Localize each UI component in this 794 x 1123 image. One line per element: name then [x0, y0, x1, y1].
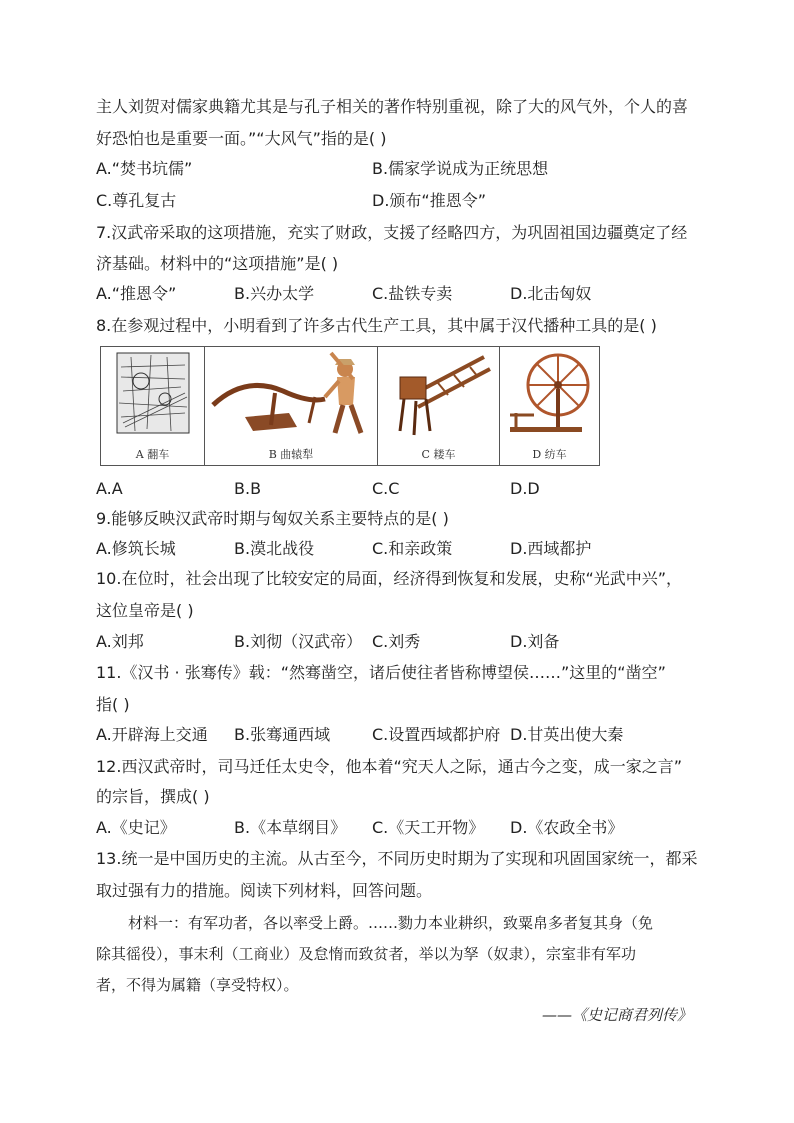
- q12-option-d[interactable]: D.《农政全书》: [510, 818, 624, 837]
- q7-option-b[interactable]: B.兴办太学: [234, 284, 315, 303]
- q11-stem-line-2: 指( ): [96, 695, 130, 714]
- spinning-wheel-icon: [500, 347, 599, 447]
- q10-stem-line-2: 这位皇帝是( ): [96, 601, 194, 620]
- q11-option-c[interactable]: C.设置西域都护府: [372, 725, 501, 744]
- q6-option-d[interactable]: D.颁布“推恩令”: [372, 191, 486, 210]
- curved-shaft-plow-icon: [205, 347, 378, 447]
- q11-options: [96, 724, 706, 746]
- q6-stem-line-2: 好恐怕也是重要一面。”“大风气”指的是( ): [96, 129, 387, 148]
- q9-option-b[interactable]: B.漠北战役: [234, 539, 315, 558]
- q6-option-a[interactable]: A.“焚书坑儒”: [96, 159, 193, 178]
- q11-option-b[interactable]: B.张骞通西域: [234, 725, 331, 744]
- q7-option-a[interactable]: A.“推恩令”: [96, 284, 177, 303]
- material1-line-3: 者，不得为属籍（享受特权）。: [96, 976, 299, 994]
- material1-line-1: 材料一：有军功者，各以率受上爵。……勠力本业耕织，致粟帛多者复其身（免: [128, 914, 654, 932]
- image-cell-a: [101, 347, 205, 465]
- q13-stem-line-2: 取过强有力的措施。阅读下列材料，回答问题。: [96, 881, 433, 900]
- q10-stem-line-1: 10.在位时，社会出现了比较安定的局面，经济得到恢复和发展，史称“光武中兴”，: [96, 569, 683, 588]
- q11-option-d[interactable]: D.甘英出使大秦: [510, 725, 624, 744]
- q7-option-c[interactable]: C.盐铁专卖: [372, 284, 453, 303]
- image-cell-b: [205, 347, 378, 465]
- square-pallet-chain-pump-icon: [101, 347, 205, 447]
- seed-drill-icon: [378, 347, 500, 447]
- q8-option-d[interactable]: D.D: [510, 479, 540, 498]
- q9-options: [96, 538, 706, 560]
- caption-a: A 翻车: [135, 448, 170, 461]
- q8-option-b[interactable]: B.B: [234, 479, 262, 498]
- q7-option-d[interactable]: D.北击匈奴: [510, 284, 592, 303]
- q10-option-a[interactable]: A.刘邦: [96, 632, 144, 651]
- q10-option-d[interactable]: D.刘备: [510, 632, 560, 651]
- q6-options-row-2: [96, 190, 706, 212]
- q6-stem-line-1: 主人刘贺对儒家典籍尤其是与孔子相关的著作特别重视，除了大的风气外，个人的喜: [96, 97, 689, 116]
- q7-options: [96, 283, 706, 305]
- q8-options: [96, 478, 706, 500]
- caption-d: D 纺车: [532, 448, 567, 461]
- q6-option-c[interactable]: C.尊孔复古: [96, 191, 177, 210]
- q12-options: [96, 817, 706, 839]
- q6-options-row-1: [96, 158, 706, 180]
- q10-options: [96, 631, 706, 653]
- material1-line-2: 除其徭役），事末利（工商业）及怠惰而致贫者，举以为孥（奴隶），宗室非有军功: [96, 945, 637, 963]
- caption-c: C 耧车: [421, 448, 456, 461]
- material1-source: ——《史记商君列传》: [541, 1006, 692, 1024]
- image-cell-c: [378, 347, 500, 465]
- q8-stem: 8.在参观过程中，小明看到了许多古代生产工具，其中属于汉代播种工具的是( ): [96, 316, 657, 335]
- q12-option-c[interactable]: C.《天工开物》: [372, 818, 485, 837]
- q7-stem-line-1: 7.汉武帝采取的这项措施，充实了财政，支援了经略四方，为巩固祖国边疆奠定了经: [96, 223, 688, 242]
- q9-option-c[interactable]: C.和亲政策: [372, 539, 453, 558]
- q6-option-b[interactable]: B.儒家学说成为正统思想: [372, 159, 549, 178]
- q9-option-d[interactable]: D.西域都护: [510, 539, 592, 558]
- q7-stem-line-2: 济基础。材料中的“这项措施”是( ): [96, 254, 339, 273]
- q10-option-b[interactable]: B.刘彻（汉武帝）: [234, 632, 363, 651]
- q8-option-c[interactable]: C.C: [372, 479, 400, 498]
- q10-option-c[interactable]: C.刘秀: [372, 632, 421, 651]
- q13-stem-line-1: 13.统一是中国历史的主流。从古至今，不同历史时期为了实现和巩固国家统一，都采: [96, 849, 698, 868]
- q9-stem: 9.能够反映汉武帝时期与匈奴关系主要特点的是( ): [96, 509, 449, 528]
- q9-option-a[interactable]: A.修筑长城: [96, 539, 176, 558]
- q12-stem-line-2: 的宗旨，撰成( ): [96, 787, 210, 806]
- q12-option-a[interactable]: A.《史记》: [96, 818, 176, 837]
- q11-stem-line-1: 11.《汉书 · 张骞传》载：“然骞凿空，诸后使往者皆称博望侯……”这里的“凿空”: [96, 663, 666, 682]
- q12-option-b[interactable]: B.《本草纲目》: [234, 818, 347, 837]
- tools-image-table: [100, 346, 600, 466]
- image-cell-d: [500, 347, 599, 465]
- q11-option-a[interactable]: A.开辟海上交通: [96, 725, 208, 744]
- caption-b: B 曲辕犁: [268, 448, 314, 461]
- q12-stem-line-1: 12.西汉武帝时，司马迁任太史令，他本着“究天人之际，通古今之变，成一家之言”: [96, 757, 683, 776]
- q8-option-a[interactable]: A.A: [96, 479, 123, 498]
